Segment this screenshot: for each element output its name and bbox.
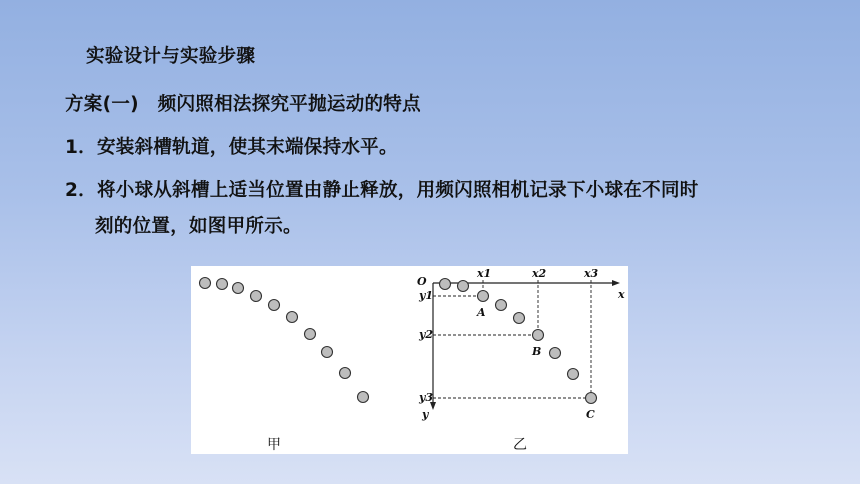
label-y1: y1 [419, 289, 434, 302]
caption-jia: 甲 [267, 437, 281, 453]
x-axis-arrow [612, 280, 620, 286]
plan-heading: 方案(一) 频闪照相法探究平抛运动的特点 [65, 94, 421, 115]
label-x3: x3 [584, 267, 599, 280]
label-x2: x2 [532, 267, 547, 280]
step-2: 2．将小球从斜槽上适当位置由静止释放，用频闪照相机记录下小球在不同时 [65, 180, 699, 201]
figure-jia [200, 278, 369, 403]
ball-6 [287, 312, 298, 323]
figure-panel [191, 266, 628, 454]
point-a [478, 291, 489, 302]
label-y2: y2 [419, 328, 434, 341]
label-origin: O [417, 275, 427, 288]
label-a: A [477, 306, 486, 319]
ball-7 [305, 329, 316, 340]
label-c: C [586, 408, 595, 421]
ball-4 [251, 291, 262, 302]
ball-10 [358, 392, 369, 403]
section-title: 实验设计与实验步骤 [86, 46, 256, 67]
ball-9 [340, 368, 351, 379]
label-y-axis: y [422, 408, 429, 421]
step-1: 1．安装斜槽轨道，使其末端保持水平。 [65, 137, 398, 158]
label-x-axis: x [618, 288, 625, 301]
figure-svg [191, 266, 628, 454]
ball-1 [200, 278, 211, 289]
label-b: B [532, 345, 542, 358]
figure-yi-balls [440, 279, 597, 404]
step-2-continued: 刻的位置，如图甲所示。 [95, 216, 302, 237]
label-x1: x1 [477, 267, 492, 280]
ball-2 [217, 279, 228, 290]
point-c [586, 393, 597, 404]
ball-8 [322, 347, 333, 358]
label-y3: y3 [419, 391, 434, 404]
ball-3 [233, 283, 244, 294]
point-b [533, 330, 544, 341]
figure-yi [430, 280, 620, 410]
caption-yi: 乙 [513, 437, 527, 453]
ball-5 [269, 300, 280, 311]
